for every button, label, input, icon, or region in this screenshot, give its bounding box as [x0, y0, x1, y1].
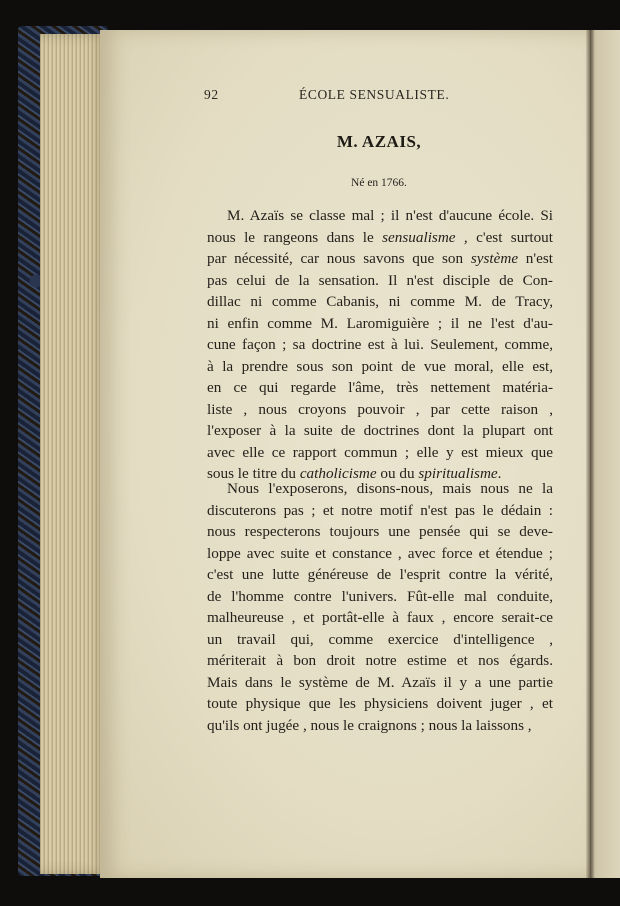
text-run: cune façon ; sa doctrine est à lui. Seulement, comme,	[207, 336, 553, 353]
text-run: mériterait à bon droit notre estime et nos égards.	[207, 652, 553, 669]
text-run: qu'ils ont jugée , nous le craignons ; nous la laissons ,	[207, 716, 532, 734]
text-run: dillac ni comme Cabanis, ni comme M. de Tracy,	[207, 293, 553, 310]
running-title: ÉCOLE SENSUALISTE.	[299, 87, 450, 102]
paragraph-2	[207, 478, 553, 736]
text-line	[207, 442, 553, 464]
text-line	[207, 586, 553, 608]
text-run: toute physique que les physiciens doivent juger , et	[207, 695, 553, 712]
text-line	[207, 650, 553, 672]
text-run: malheureuse , et portât-elle à faux , encore serait-ce	[207, 609, 553, 626]
book-gutter	[586, 30, 594, 878]
text-run: .	[497, 465, 502, 482]
text-run: nous le rangeons dans le	[207, 228, 383, 246]
text-line	[207, 313, 553, 335]
text-run: avec elle ce rapport commun ; elle y est mieux que	[207, 443, 553, 461]
text-run: de l'homme contre l'univers. Fût-elle mal conduite,	[207, 587, 553, 605]
text-line	[207, 248, 553, 270]
text-run: sous le titre du	[207, 465, 300, 482]
text-line	[207, 629, 553, 651]
text-run: loppe avec suite et constance , avec force et étendue ;	[207, 544, 553, 562]
text-run: en ce qui regarde l'âme, très nettement matéria-	[207, 379, 553, 396]
text-run: un travail qui, comme exercice d'intelligence ,	[207, 630, 553, 648]
italic-term: système	[470, 250, 519, 267]
text-line	[207, 399, 553, 421]
text-line	[207, 521, 553, 543]
text-line	[207, 564, 553, 586]
text-run: n'est	[518, 250, 554, 267]
facing-page-edge	[590, 30, 620, 878]
page-number: 92	[204, 87, 219, 102]
text-run: c'est surtout	[467, 228, 553, 246]
text-line	[207, 715, 553, 737]
italic-term: spiritualisme	[418, 465, 498, 482]
text-line	[207, 270, 553, 292]
page-edges	[40, 34, 108, 874]
text-run: pas celui de la sensation. Il n'est disciple de Con-	[207, 271, 553, 289]
text-line	[207, 693, 553, 715]
text-line	[207, 607, 553, 629]
text-run: M. Azaïs se classe mal ; il n'est d'aucune école. Si	[227, 207, 553, 224]
text-run: liste , nous croyons pouvoir , par cette raison ,	[207, 400, 553, 418]
text-line	[207, 356, 553, 378]
text-run: par nécessité, car nous savons que son	[207, 250, 471, 267]
text-line	[207, 377, 553, 399]
text-line	[207, 205, 553, 227]
text-run: c'est une lutte généreuse de l'esprit contre la vérité,	[207, 566, 553, 583]
text-run: l'exposer à la suite de doctrines dont la plupart ont	[207, 422, 553, 439]
text-run: Nous l'exposerons, disons-nous, mais nous ne la	[227, 480, 553, 497]
paragraph-1	[207, 205, 553, 485]
text-run: ni enfin comme M. Laromiguière ; il ne l'est d'au-	[207, 314, 553, 332]
text-run: nous respecterons toujours une pensée qui se deve-	[207, 523, 553, 540]
text-run: Mais dans le système de M. Azaïs il y a une partie	[207, 673, 553, 691]
text-run: discuterons pas ; et notre motif n'est pas le dédain :	[207, 501, 553, 519]
text-line	[207, 420, 553, 442]
italic-term: sensualisme ,	[382, 228, 468, 246]
text-line	[207, 500, 553, 522]
text-line	[207, 543, 553, 565]
text-line	[207, 227, 553, 249]
italic-term: catholicisme	[299, 465, 377, 482]
text-line	[207, 672, 553, 694]
birth-note: Né en 1766.	[351, 177, 407, 189]
text-line	[207, 478, 553, 500]
text-run: ou du	[376, 465, 419, 482]
text-run: à la prendre sous son point de vue moral, elle est,	[207, 357, 553, 375]
section-title: M. AZAIS,	[336, 132, 422, 151]
text-line	[207, 291, 553, 313]
text-line	[207, 334, 553, 356]
